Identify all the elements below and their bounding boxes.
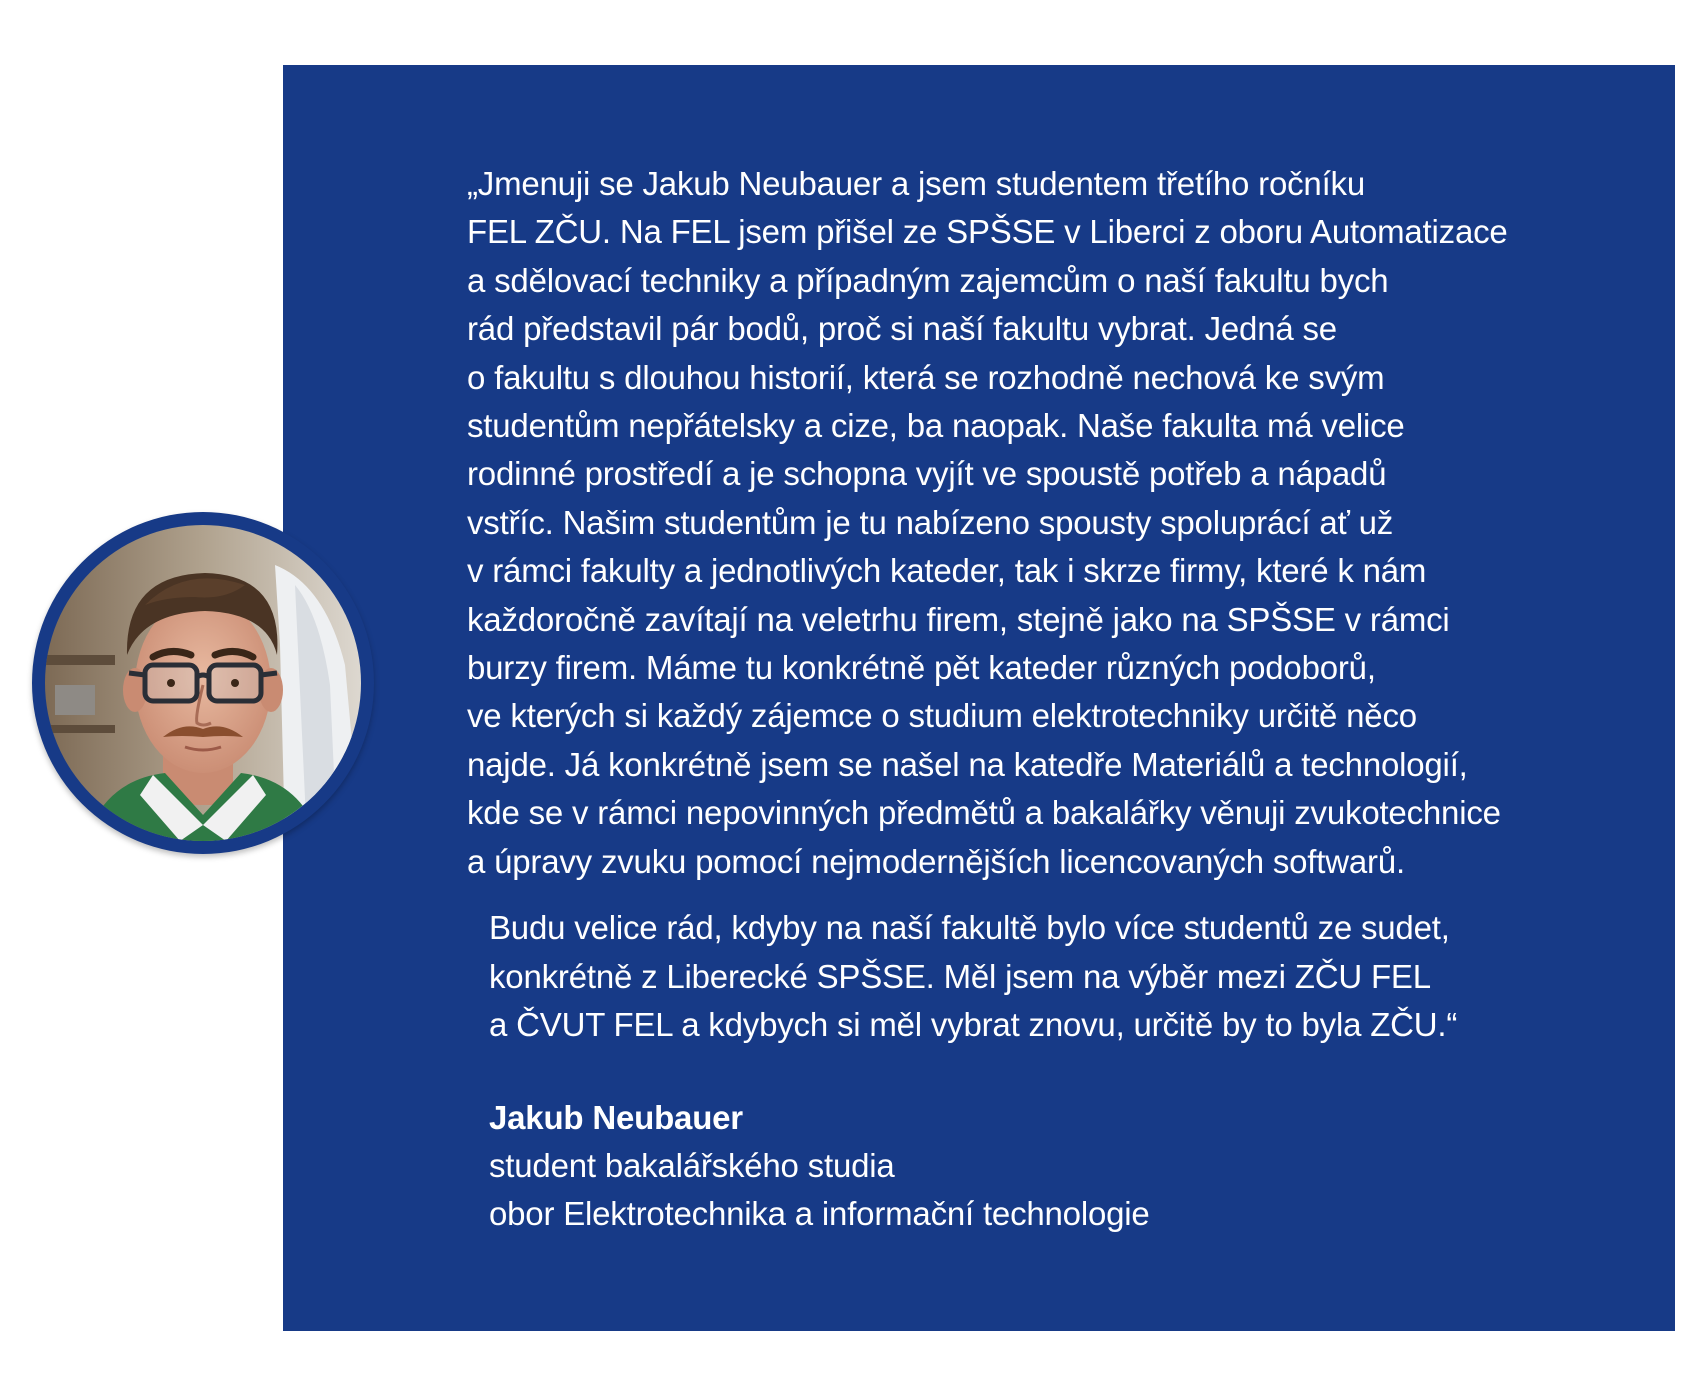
quote-line: a ČVUT FEL a kdybych si měl vybrat znovu, určitě by to byla ZČU.“ <box>489 1005 1458 1043</box>
quote-line: FEL ZČU. Na FEL jsem přišel ze SPŠSE v Liberci z oboru Automatizace <box>467 213 1508 251</box>
testimonial-quote <box>467 160 1647 1049</box>
student-portrait-photo <box>45 525 361 841</box>
quote-line: rád představil pár bodů, proč si naší fakultu vybrat. Jedná se <box>467 310 1337 348</box>
avatar <box>32 512 374 854</box>
quote-line: burzy firem. Máme tu konkrétně pět kateder různých podoborů, <box>467 649 1376 687</box>
quote-line: najde. Já konkrétně jsem se našel na katedře Materiálů a technologií, <box>467 745 1468 783</box>
quote-line: rodinné prostředí a je schopna vyjít ve spoustě potřeb a nápadů <box>467 455 1387 493</box>
quote-line: každoročně zavítají na veletrhu firem, stejně jako na SPŠSE v rámci <box>467 600 1450 638</box>
author-program: obor Elektrotechnika a informační technologie <box>489 1195 1150 1232</box>
quote-line: konkrétně z Liberecké SPŠSE. Měl jsem na výběr mezi ZČU FEL <box>489 957 1431 995</box>
quote-line: vstříc. Našim studentům je tu nabízeno spousty spoluprácí ať už <box>467 503 1394 541</box>
quote-line: kde se v rámci nepovinných předmětů a bakalářky věnuji zvukotechnice <box>467 794 1501 832</box>
quote-line: a úpravy zvuku pomocí nejmodernějších licencovaných softwarů. <box>467 842 1405 880</box>
quote-line: v rámci fakulty a jednotlivých kateder, tak i skrze firmy, které k nám <box>467 552 1427 590</box>
author-attribution <box>489 1094 1150 1238</box>
quote-line: Budu velice rád, kdyby na naší fakultě bylo více studentů ze sudet, <box>489 909 1450 947</box>
quote-paragraph-1 <box>467 160 1647 886</box>
author-name: Jakub Neubauer <box>489 1099 743 1136</box>
quote-paragraph-2 <box>467 904 1647 1049</box>
quote-line: ve kterých si každý zájemce o studium elektrotechniky určitě něco <box>467 697 1417 735</box>
quote-line: o fakultu s dlouhou historií, která se rozhodně nechová ke svým <box>467 358 1385 396</box>
quote-line: „Jmenuji se Jakub Neubauer a jsem studentem třetího ročníku <box>467 165 1365 202</box>
quote-line: a sdělovací techniky a případným zajemcům o naší fakultu bych <box>467 261 1389 299</box>
quote-line: studentům nepřátelsky a cize, ba naopak. Naše fakulta má velice <box>467 407 1405 445</box>
author-role: student bakalářského studia <box>489 1147 895 1184</box>
